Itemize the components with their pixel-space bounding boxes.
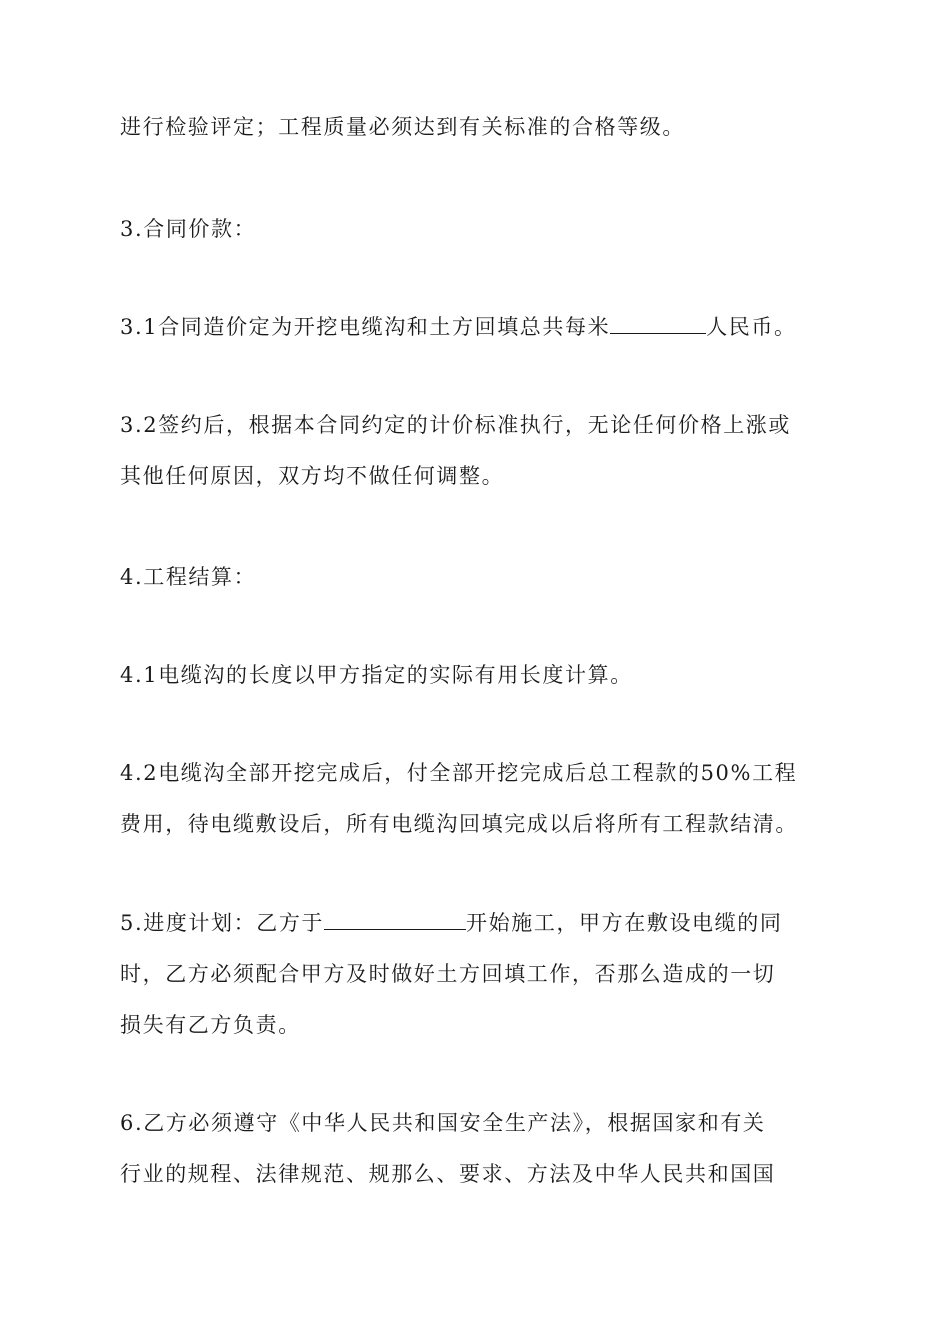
- paragraph-line: 时，乙方必须配合甲方及时做好土方回填工作，否那么造成的一切: [120, 962, 776, 986]
- paragraph-line: 行业的规程、法律规范、规那么、要求、方法及中华人民共和国国: [120, 1162, 776, 1186]
- clause-text: 3.1合同造价定为开挖电缆沟和土方回填总共每米: [120, 315, 611, 339]
- paragraph-line: 其他任何原因，双方均不做任何调整。: [120, 464, 505, 488]
- clause-text-end: 开始施工，甲方在敷设电缆的同: [466, 911, 783, 935]
- paragraph-line-4-1: 4.1电缆沟的长度以甲方指定的实际有用长度计算。: [120, 663, 633, 687]
- clause-text-end: 人民币。: [706, 315, 797, 339]
- section-heading-4: 4.工程结算：: [120, 565, 257, 589]
- paragraph-line-3-2: 3.2签约后，根据本合同约定的计价标准执行，无论任何价格上涨或: [120, 413, 791, 437]
- start-date-blank: [324, 909, 466, 930]
- price-blank: [610, 313, 706, 334]
- clause-text: 5.进度计划：乙方于: [120, 911, 325, 935]
- paragraph-line-3-1: [120, 312, 797, 342]
- paragraph-line: 费用，待电缆敷设后，所有电缆沟回填完成以后将所有工程款结清。: [120, 812, 798, 836]
- paragraph-line-5: [120, 908, 782, 938]
- paragraph-line-6: 6.乙方必须遵守《中华人民共和国安全生产法》，根据国家和有关: [120, 1111, 766, 1135]
- paragraph-line: 损失有乙方负责。: [120, 1013, 301, 1037]
- section-heading-3: 3.合同价款：: [120, 217, 257, 241]
- paragraph-line-4-2: 4.2电缆沟全部开挖完成后，付全部开挖完成后总工程款的50%工程: [120, 761, 798, 785]
- paragraph-line: 进行检验评定；工程质量必须达到有关标准的合格等级。: [120, 115, 685, 139]
